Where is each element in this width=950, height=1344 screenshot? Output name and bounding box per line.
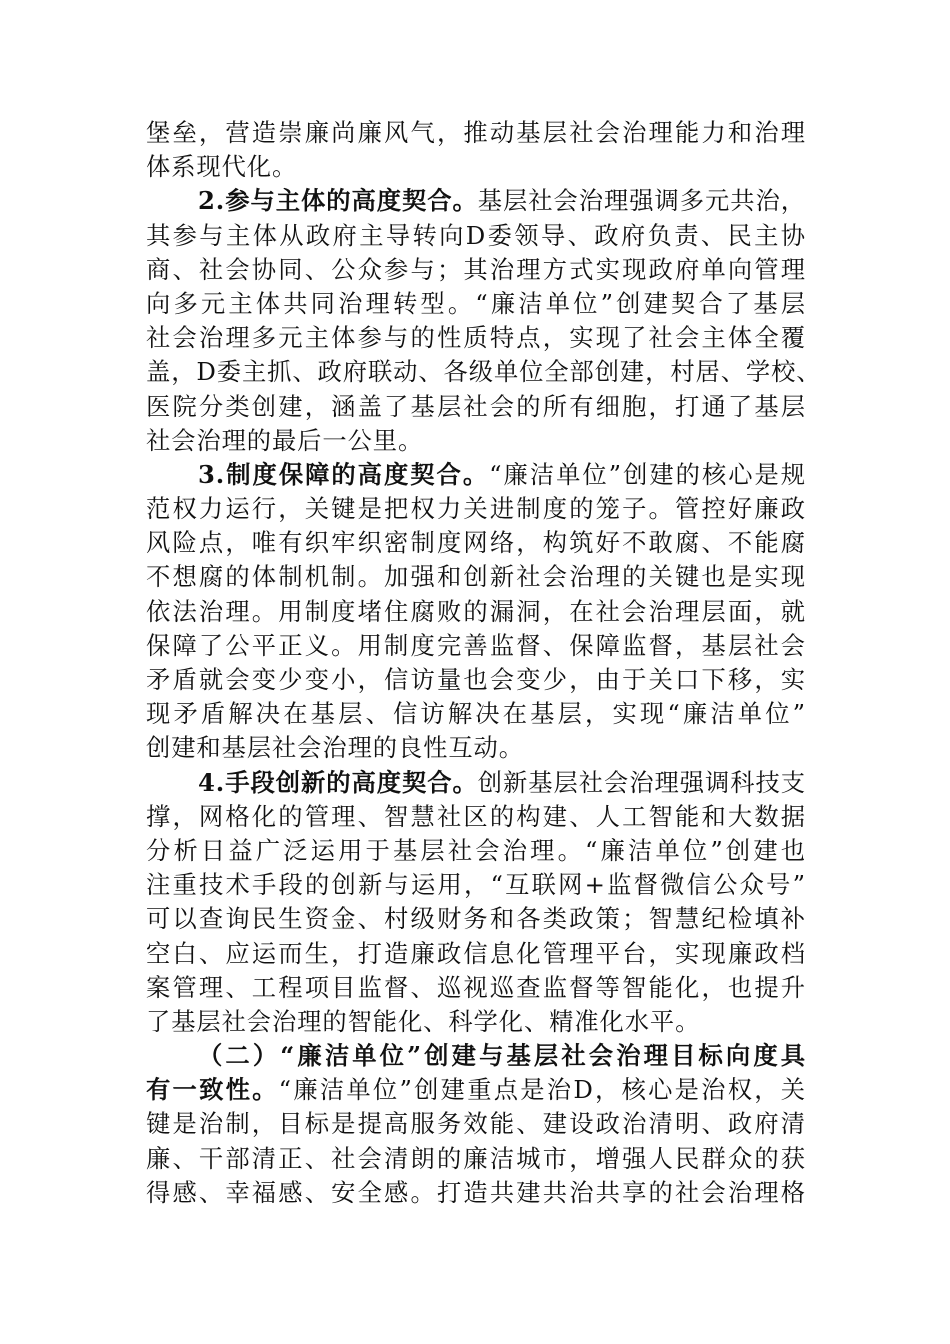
text-line bbox=[146, 868, 806, 902]
line-text: 依法治理。用制度堵住腐败的漏洞，在社会治理层面，就 bbox=[146, 596, 806, 626]
line-text: “廉洁单位”创建重点是治D，核心是治权，关 bbox=[278, 1075, 806, 1105]
text-line bbox=[146, 390, 806, 424]
text-line bbox=[146, 424, 806, 458]
line-text: 空白、应运而生，打造廉政信息化管理平台，实现廉政档 bbox=[146, 938, 806, 968]
line-text: 廉、干部清正、社会清朗的廉洁城市，增强人民群众的获 bbox=[146, 1143, 806, 1173]
text-line bbox=[146, 1005, 806, 1039]
line-text: 注重技术手段的创新与运用，“互联网+监督微信公众号” bbox=[146, 870, 806, 900]
bold-heading: （二）“廉洁单位”创建与基层社会治理目标向度具 bbox=[198, 1041, 806, 1071]
text-line bbox=[146, 800, 806, 834]
text-line bbox=[146, 902, 806, 936]
text-line bbox=[146, 1107, 806, 1141]
line-text: 可以查询民生资金、村级财务和各类政策；智慧纪检填补 bbox=[146, 904, 806, 934]
line-text: 现矛盾解决在基层、信访解决在基层，实现“廉洁单位” bbox=[146, 699, 806, 729]
bold-heading: 2.参与主体的高度契合。 bbox=[198, 186, 478, 216]
bold-heading: 有一致性。 bbox=[146, 1075, 279, 1105]
text-line bbox=[146, 1039, 806, 1073]
line-text: 矛盾就会变少变小，信访量也会变少，由于关口下移，实 bbox=[146, 665, 806, 694]
text-line bbox=[146, 697, 806, 731]
line-text: 保障了公平正义。用制度完善监督、保障监督，基层社会 bbox=[146, 630, 806, 660]
text-line bbox=[146, 116, 806, 150]
text-line bbox=[146, 937, 806, 971]
bold-heading: 3.制度保障的高度契合。 bbox=[198, 459, 490, 489]
text-line bbox=[146, 560, 806, 594]
line-text: 范权力运行，关键是把权力关进制度的笼子。管控好廉政 bbox=[146, 494, 806, 524]
text-line bbox=[146, 731, 806, 765]
text-line bbox=[146, 458, 806, 492]
line-text: 撑，网格化的管理、智慧社区的构建、人工智能和大数据 bbox=[146, 801, 806, 831]
line-text: 风险点，唯有织牢织密制度网络，构筑好不敢腐、不能腐 bbox=[146, 528, 806, 558]
line-text: 创建和基层社会治理的良性互动。 bbox=[146, 733, 524, 763]
text-line bbox=[146, 629, 806, 663]
line-text: 堡垒，营造崇廉尚廉风气，推动基层社会治理能力和治理 bbox=[146, 118, 806, 147]
text-line bbox=[146, 184, 806, 218]
text-line bbox=[146, 766, 806, 800]
text-line bbox=[146, 1073, 806, 1107]
text-line bbox=[146, 663, 806, 697]
line-text: 社会治理的最后一公里。 bbox=[146, 425, 424, 455]
text-line bbox=[146, 253, 806, 287]
line-text: 分析日益广泛运用于基层社会治理。“廉洁单位”创建也 bbox=[146, 835, 806, 865]
text-line bbox=[146, 321, 806, 355]
text-line bbox=[146, 150, 806, 184]
text-line bbox=[146, 355, 822, 389]
text-line bbox=[146, 971, 806, 1005]
line-text: 了基层社会治理的智能化、科学化、精准化水平。 bbox=[146, 1006, 701, 1036]
line-text: 医院分类创建，涵盖了基层社会的所有细胞，打通了基层 bbox=[146, 391, 806, 421]
text-line bbox=[146, 526, 806, 560]
bold-heading: 4.手段创新的高度契合。 bbox=[198, 767, 478, 797]
line-text: 不想腐的体制机制。加强和创新社会治理的关键也是实现 bbox=[146, 562, 806, 592]
text-line bbox=[146, 1176, 806, 1210]
text-line bbox=[146, 219, 806, 253]
line-text: 创新基层社会治理强调科技支 bbox=[477, 767, 807, 797]
document-body bbox=[146, 116, 822, 1210]
line-text: 案管理、工程项目监督、巡视巡查监督等智能化，也提升 bbox=[146, 972, 806, 1002]
text-line bbox=[146, 492, 806, 526]
line-text: 盖，D委主抓、政府联动、各级单位全部创建，村居、学校、 bbox=[146, 357, 822, 387]
line-text: 商、社会协同、公众参与；其治理方式实现政府单向管理 bbox=[146, 254, 806, 284]
line-text: 基层社会治理强调多元共治， bbox=[477, 186, 807, 216]
line-text: 其参与主体从政府主导转向D委领导、政府负责、民主协 bbox=[146, 220, 806, 250]
text-line bbox=[146, 1142, 806, 1176]
line-text: “廉洁单位”创建的核心是规 bbox=[489, 459, 806, 489]
line-text: 体系现代化。 bbox=[146, 152, 298, 182]
text-line bbox=[146, 595, 806, 629]
line-text: 向多元主体共同治理转型。“廉洁单位”创建契合了基层 bbox=[146, 288, 806, 318]
text-line bbox=[146, 287, 806, 321]
line-text: 得感、幸福感、安全感。打造共建共治共享的社会治理格 bbox=[146, 1177, 806, 1207]
line-text: 键是治制，目标是提高服务效能、建设政治清明、政府清 bbox=[146, 1109, 806, 1139]
text-line bbox=[146, 834, 806, 868]
line-text: 社会治理多元主体参与的性质特点，实现了社会主体全覆 bbox=[146, 323, 806, 353]
